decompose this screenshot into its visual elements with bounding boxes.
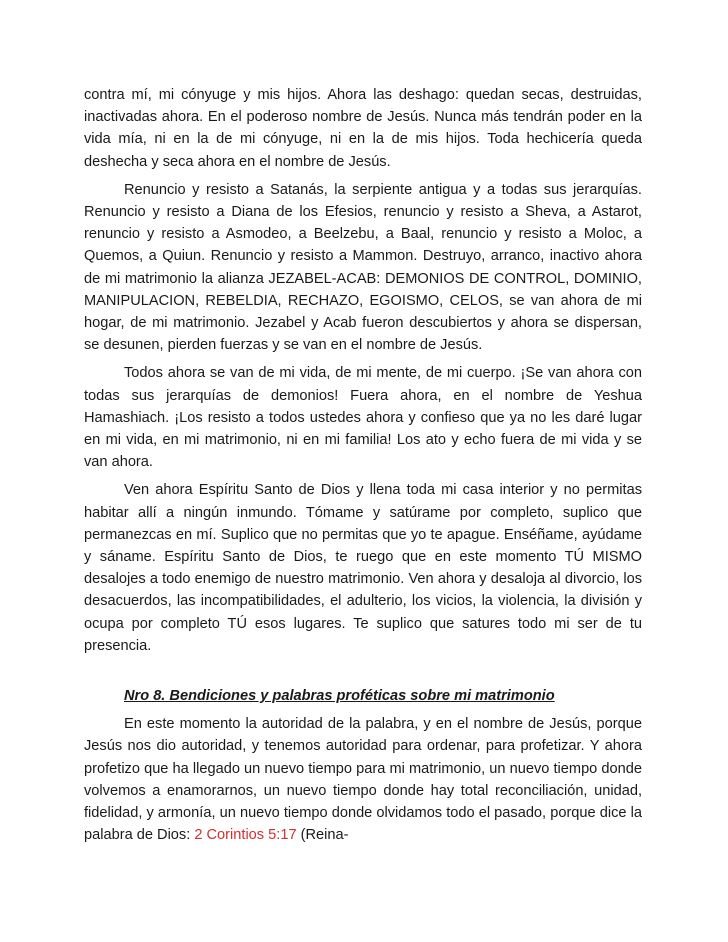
paragraph-todos-ahora: Todos ahora se van de mi vida, de mi mente, de mi cuerpo. ¡Se van ahora con todas sus jerarquías de demonios! Fuera ahora, en el nombre de Yeshua Hamashiach. ¡Los resisto a todos ustedes ahora y confieso que ya no les daré lugar en mi vida, en mi matrimonio, ni en mi familia! Los ato y echo fuera de mi vida y se van ahora.	[84, 365, 642, 471]
paragraph-ven-ahora: Ven ahora Espíritu Santo de Dios y llena toda mi casa interior y no permitas habitar allí a ningún inmundo. Tómame y satúrame por completo, suplico que permanezcas en mí. Suplico que no permitas que yo te apague. Enséñame, ayúdame y sáname. Espíritu Santo de Dios, te ruego que en este momento TÚ MISMO desalojes a todo enemigo de nuestro matrimonio. Ven ahora y desaloja al divorcio, los desacuerdos, las incompatibilidades, el adulterio, los vicios, la violencia, la división y ocupa por completo TÚ esos lugares. Te suplico que satures todo mi ser de tu presencia.	[84, 482, 642, 654]
paragraph-profecia	[84, 713, 642, 846]
paragraph-profecia-text: En este momento la autoridad de la palabra, y en el nombre de Jesús, porque Jesús nos dio autoridad, y tenemos autoridad para ordenar, para profetizar. Y ahora profetizo que ha llegado un nuevo tiempo para mi matrimonio, un nuevo tiempo donde volvemos a enamorarnos, un nuevo tiempo donde hay total reconciliación, unidad, fidelidad, y armonía, un nuevo tiempo donde olvidamos todo el pasado, porque dice la palabra de Dios:	[84, 716, 642, 844]
paragraph-renuncio: Renuncio y resisto a Satanás, la serpiente antigua y a todas sus jerarquías. Renuncio y resisto a Diana de los Efesios, renuncio y resisto a Sheva, a Astarot, renuncio y resisto a Asmodeo, a Beelzebu, a Baal, renuncio y resisto a Moloc, a Quemos, a Quiun. Renuncio y resisto a Mammon. Destruyo, arranco, inactivo ahora de mi matrimonio la alianza JEZABEL-ACAB: DEMONIOS DE CONTROL, DOMINIO, MANIPULACION, REBELDIA, RECHAZO, EGOISMO, CELOS, se van ahora de mi hogar, de mi matrimonio. Jezabel y Acab fueron descubiertos y ahora se dispersan, se desunen, pierden fuerzas y se van en el nombre de Jesús.	[84, 181, 642, 354]
document-page	[84, 84, 642, 853]
section-heading: Nro 8. Bendiciones y palabras proféticas sobre mi matrimonio	[124, 688, 555, 705]
paragraph-profecia-trailing: (Reina-	[296, 827, 349, 844]
section-spacer	[84, 663, 642, 685]
bible-reference-link[interactable]: 2 Corintios 5:17	[194, 827, 297, 844]
paragraph-continuation: contra mí, mi cónyuge y mis hijos. Ahora las deshago: quedan secas, destruidas, inactivadas ahora. En el poderoso nombre de Jesús. Nunca más tendrán poder en la vida mía, ni en la de mi cónyuge, ni en la de mis hijos. Toda hechicería queda deshecha y seca ahora en el nombre de Jesús.	[84, 87, 642, 170]
